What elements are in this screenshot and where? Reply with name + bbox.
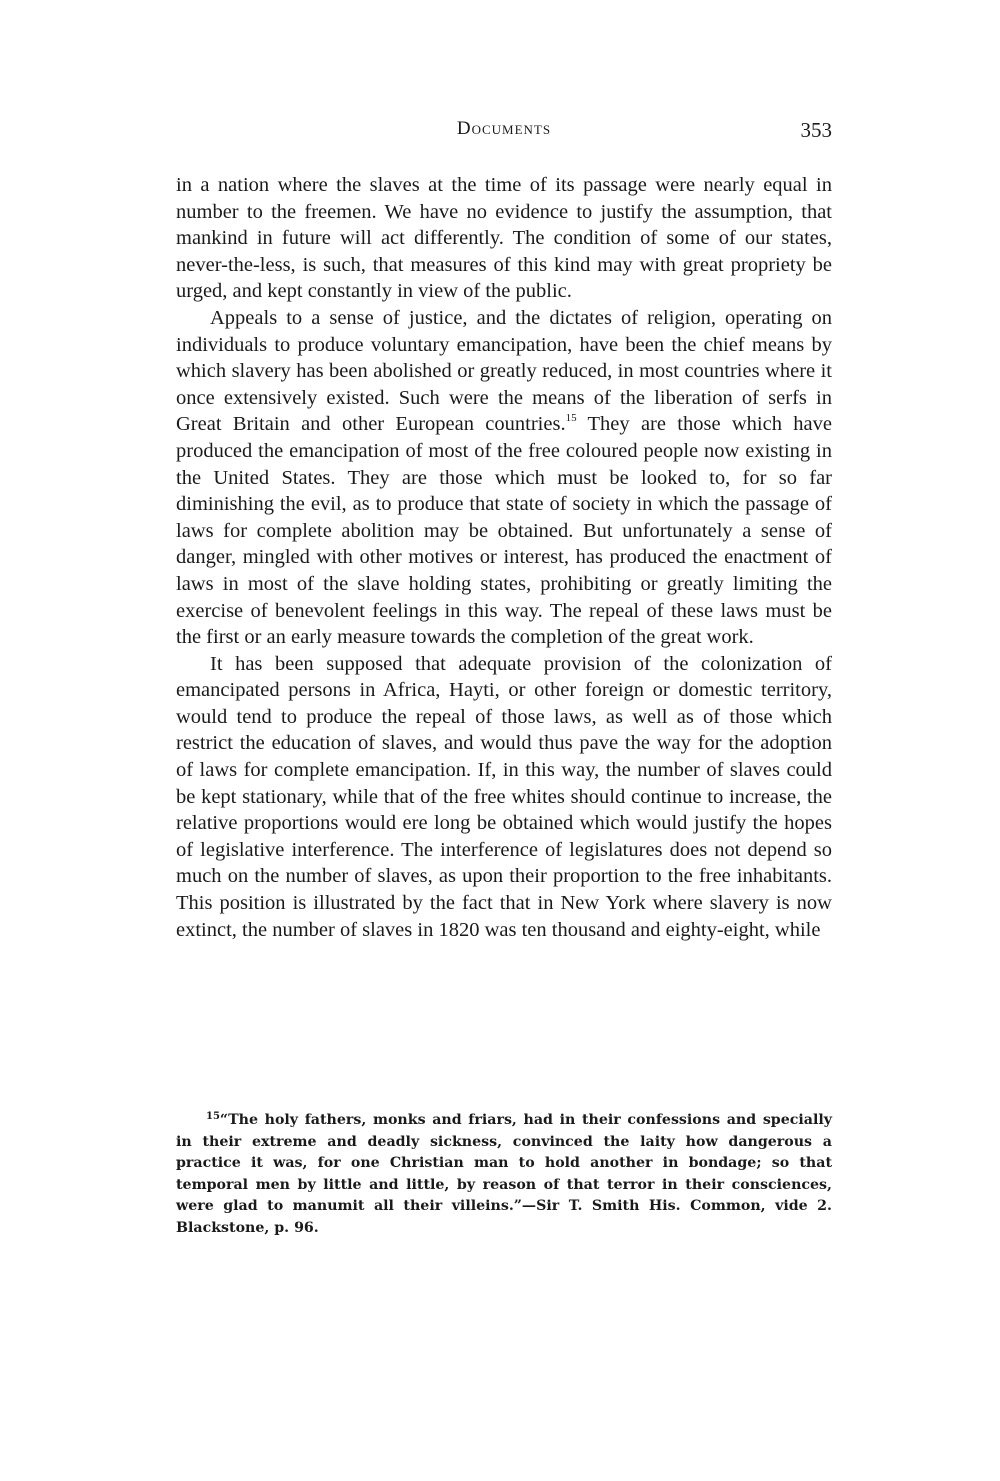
page-number: 353 [800,118,832,142]
paragraph-text: Appeals to a sense of justice, and the dictates of religion, operating on individuals to produce voluntary emancipation, have been the chief means by which slavery has been abolished or greatly reduced, in most countries where it once extensively existed. Such were the means of the liberation of serfs in Great Britain and other European countries. [176,306,832,436]
paragraph-text: They are those which have produced the emancipation of most of the free coloured people now existing in the United States. They are those which must be looked to, for so far diminishing the evil, as to produce that state of society in which the passage of laws for complete abolition may be obtained. But unfortunately a sense of danger, mingled with other motives or interest, has produced the enactment of laws in most of the slave holding states, prohibiting or greatly limiting the exercise of benevolent feelings in this way. The repeal of these laws must be the first or an early measure towards the completion of the great work. [176,413,832,649]
footnote-text: “The holy fathers, monks and friars, had in their confessions and specially in their extreme and deadly sickness, convinced the laity how dangerous a practice it was, for one Christian man to hold another in bondage; so that temporal men by little and little, by reason of that terror in their consciences, were glad to manumit all their villeins.”—Sir T. Smith His. Common, vide 2. Blackstone, p. 96. [176,1112,832,1236]
paragraph-colonization: It has been supposed that adequate provision of the colonization of emancipated persons in Africa, Hayti, or other foreign or domestic territory, would tend to produce the repeal of those laws, as well as of those which restrict the education of slaves, and would thus pave the way for the adoption of laws for complete emancipation. If, in this way, the number of slaves could be kept stationary, while that of the free whites should continue to increase, the relative proportions would ere long be obtained which would justify the hopes of legislative interference. The interference of legislatures does not depend so much on the number of slaves, as upon their proportion to the free inhabitants. This position is illustrated by the fact that in New York where slavery is now extinct, the number of slaves in 1820 was ten thousand and eighty-eight, while [176,652,832,941]
paragraph-continuation: in a nation where the slaves at the time of its passage were nearly equal in number to the freemen. We have no evidence to justify the assumption, that mankind in future will act differently. The condition of some of our states, never-the-less, is such, that measures of this kind may with great propriety be urged, and kept constantly in view of the public. [176,174,832,303]
body-text [176,172,832,943]
footnote-reference: 15 [565,412,577,425]
footnote [176,1110,832,1239]
paragraph-appeals [176,305,832,651]
running-head: Documents [456,118,552,139]
page-header [176,118,832,158]
footnote-marker: 15 [206,1111,220,1122]
footnotes [176,1110,832,1239]
